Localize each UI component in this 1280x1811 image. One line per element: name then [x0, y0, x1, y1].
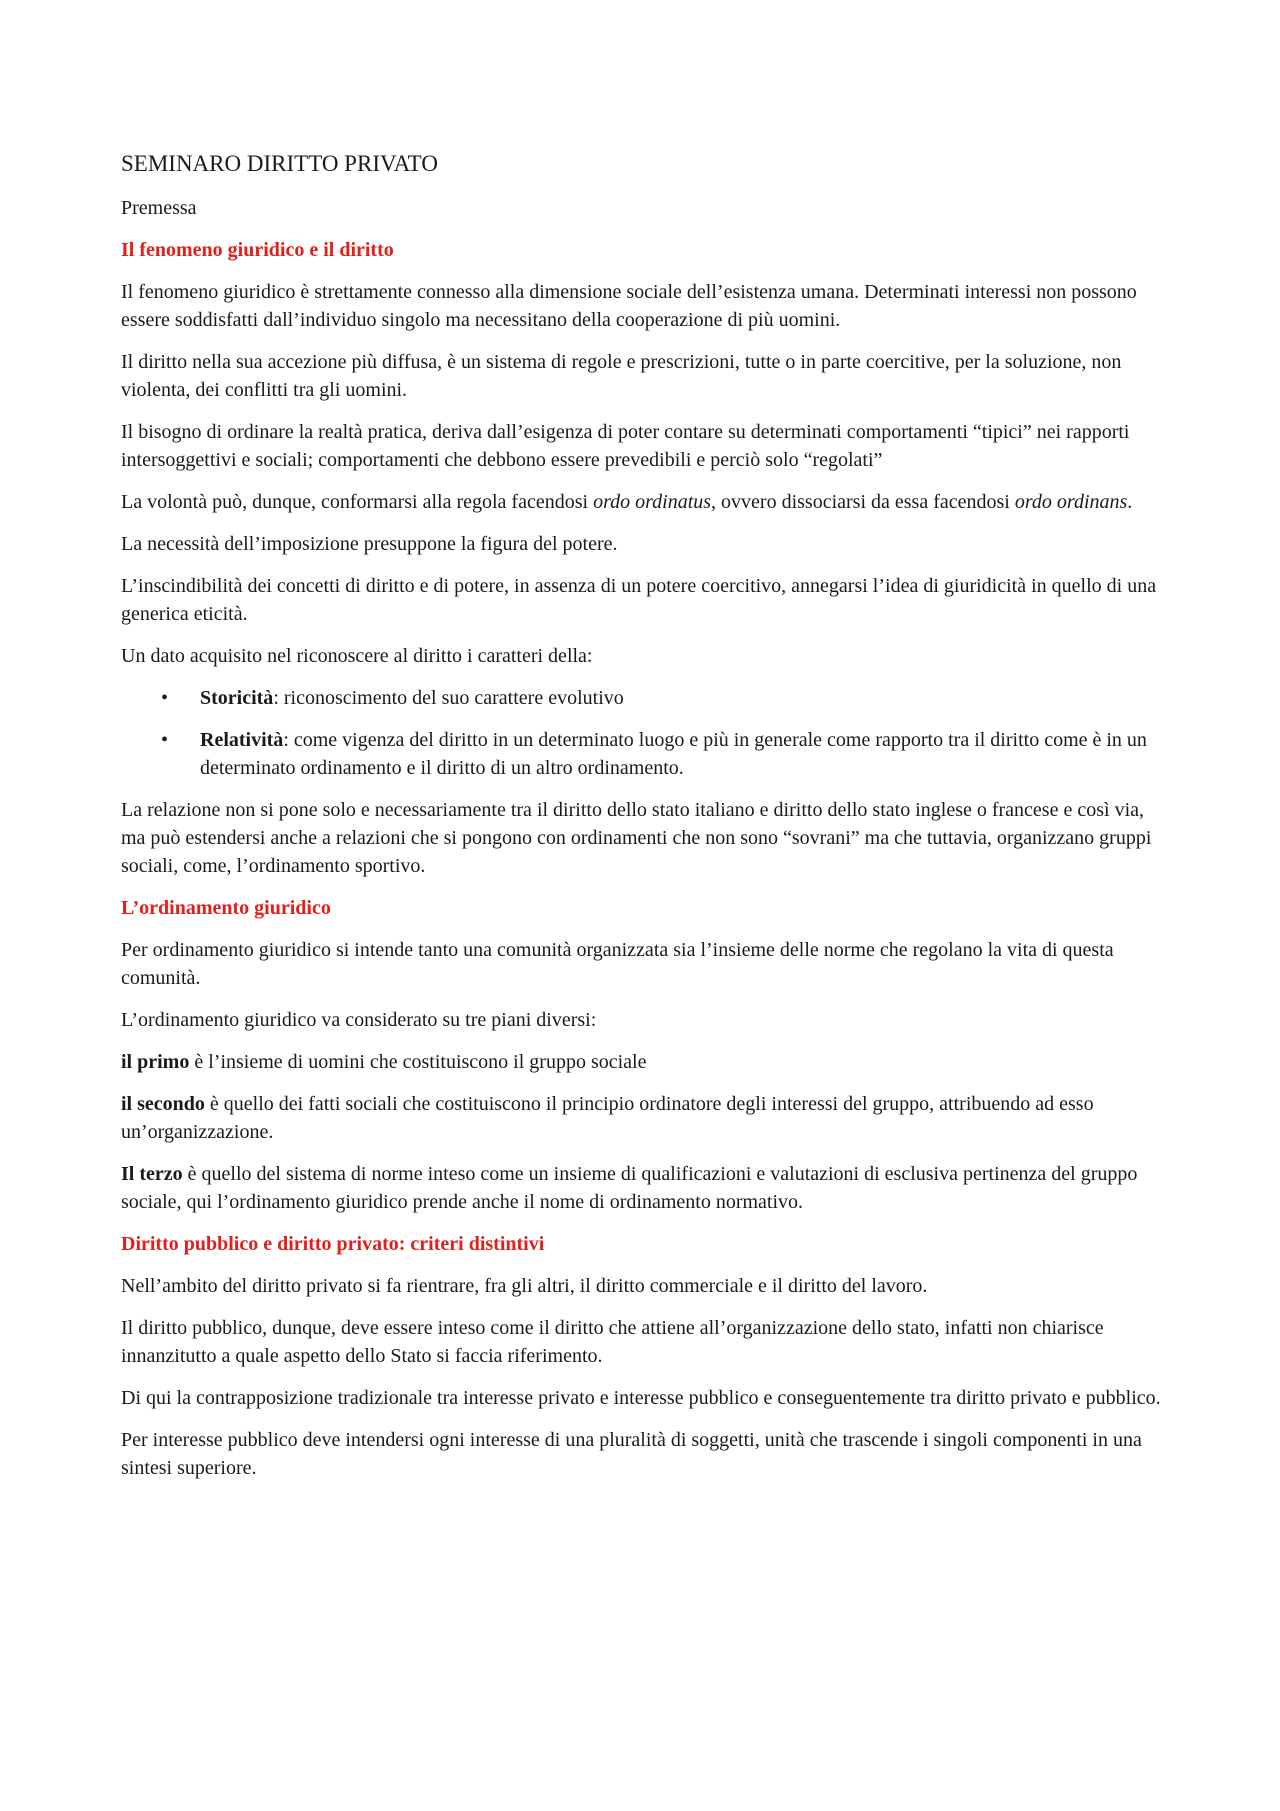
list-item-term: Storicità: [200, 687, 274, 709]
document-page: [121, 148, 1161, 1496]
section-heading-fenomeno-giuridico: Il fenomeno giuridico e il diritto: [121, 239, 394, 261]
term-terzo: Il terzo: [121, 1163, 183, 1185]
paragraph: L’inscindibilità dei concetti di diritto e di potere, in assenza di un potere coercitivo, annegarsi l’idea di giuridicità in quello di una generica eticità.: [121, 575, 1157, 625]
paragraph: Il diritto nella sua accezione più diffusa, è un sistema di regole e prescrizioni, tutte o in parte coercitive, per la soluzione, non violenta, dei conflitti tra gli uomini.: [121, 351, 1122, 401]
paragraph: La relazione non si pone solo e necessariamente tra il diritto dello stato italiano e diritto dello stato inglese o francese e così via, ma può estendersi anche a relazioni che si pongono con ordinamenti che non sono “sovrani” ma che tuttavia, organizzano gruppi sociali, come, l’ordinamento sportivo.: [121, 799, 1152, 877]
paragraph-secondo: [121, 1090, 1161, 1146]
paragraph: Nell’ambito del diritto privato si fa rientrare, fra gli altri, il diritto commerciale e il diritto del lavoro.: [121, 1275, 928, 1297]
text-run: .: [1127, 491, 1133, 513]
text-run: è quello del sistema di norme inteso come un insieme di qualificazioni e valutazioni di esclusiva pertinenza del gruppo sociale, qui l’ordinamento giuridico prende anche il nome di ordinamento normativo.: [121, 1163, 1138, 1213]
italic-term-ordo-ordinatus: ordo ordinatus: [593, 491, 712, 513]
list-item: [121, 684, 1161, 712]
paragraph: Il diritto pubblico, dunque, deve essere inteso come il diritto che attiene all’organizzazione dello stato, infatti non chiarisce innanzitutto a quale aspetto dello Stato si faccia riferimento.: [121, 1317, 1104, 1367]
list-item: [121, 726, 1161, 782]
section-heading-diritto-pubblico-privato: Diritto pubblico e diritto privato: criteri distintivi: [121, 1233, 545, 1255]
term-secondo: il secondo: [121, 1093, 205, 1115]
paragraph: Di qui la contrapposizione tradizionale tra interesse privato e interesse pubblico e conseguentemente tra diritto privato e pubblico.: [121, 1387, 1161, 1409]
text-run: è quello dei fatti sociali che costituiscono il principio ordinatore degli interessi del gruppo, attribuendo ad esso un’organizzazione.: [121, 1093, 1094, 1143]
text-run: La volontà può, dunque, conformarsi alla regola facendosi: [121, 491, 594, 513]
list-item-term: Relatività: [200, 729, 284, 751]
document-title: SEMINARO DIRITTO PRIVATO: [121, 151, 438, 176]
section-heading-ordinamento-giuridico: L’ordinamento giuridico: [121, 897, 331, 919]
text-run: è l’insieme di uomini che costituiscono il gruppo sociale: [189, 1051, 647, 1073]
paragraph: Per ordinamento giuridico si intende tanto una comunità organizzata sia l’insieme delle norme che regolano la vita di questa comunità.: [121, 939, 1114, 989]
paragraph-terzo: [121, 1160, 1161, 1216]
paragraph: Un dato acquisito nel riconoscere al diritto i caratteri della:: [121, 645, 593, 667]
term-primo: il primo: [121, 1051, 190, 1073]
list-item-text: : riconoscimento del suo carattere evolutivo: [273, 687, 624, 709]
text-run: , ovvero dissociarsi da essa facendosi: [711, 491, 1015, 513]
paragraph-primo: [121, 1048, 1161, 1076]
paragraph: La necessità dell’imposizione presuppone la figura del potere.: [121, 533, 618, 555]
paragraph: Il fenomeno giuridico è strettamente connesso alla dimensione sociale dell’esistenza umana. Determinati interessi non possono essere soddisfatti dall’individuo singolo ma necessitano della cooperazione di più uomini.: [121, 281, 1137, 331]
list-item-text: : come vigenza del diritto in un determinato luogo e più in generale come rapporto tra il diritto come è in un determinato ordinamento e il diritto di un altro ordinamento.: [200, 729, 1147, 779]
paragraph: Per interesse pubblico deve intendersi ogni interesse di una pluralità di soggetti, unità che trascende i singoli componenti in una sintesi superiore.: [121, 1429, 1142, 1479]
paragraph: Il bisogno di ordinare la realtà pratica, deriva dall’esigenza di poter contare su determinati comportamenti “tipici” nei rapporti intersoggettivi e sociali; comportamenti che debbono essere prevedibili e perciò solo “regolati”: [121, 421, 1130, 471]
bullet-icon: •: [161, 687, 169, 709]
paragraph: L’ordinamento giuridico va considerato su tre piani diversi:: [121, 1009, 597, 1031]
premessa-label: Premessa: [121, 197, 197, 219]
italic-term-ordo-ordinans: ordo ordinans: [1014, 491, 1128, 513]
paragraph-volonta: [121, 488, 1161, 516]
bullet-icon: •: [161, 729, 169, 751]
bullet-list-caratteri: [121, 684, 1161, 782]
